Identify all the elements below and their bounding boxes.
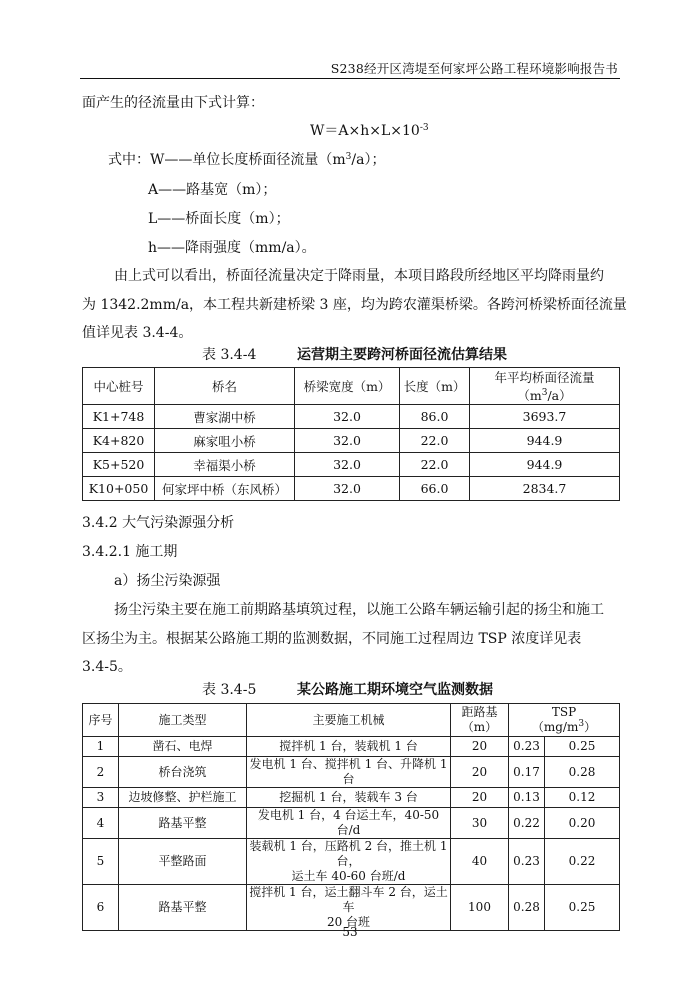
cell-machinery: 发电机 1 台、搅拌机 1 台、升降机 1 台 (247, 757, 451, 788)
cell-width: 32.0 (295, 453, 400, 477)
table-caption (202, 344, 507, 364)
cell-seq: 6 (83, 885, 119, 931)
cell-tsp1: 0.17 (509, 757, 545, 788)
table-number: 表 3.4-4 (202, 347, 257, 363)
cell-seq: 3 (83, 788, 119, 808)
table-row (83, 839, 620, 885)
cell-seq: 5 (83, 839, 119, 885)
header-sup: 3 (541, 388, 548, 398)
paragraph-line: 由上式可以看出，桥面径流量决定于降雨量，本项目路段所经地区平均降雨量约 (114, 268, 604, 284)
cell-runoff: 944.9 (470, 429, 620, 453)
cell-line: 搅拌机 1 台，运土翻斗车 2 台，运土车 (249, 885, 448, 914)
cell-runoff: 944.9 (470, 453, 620, 477)
cell-seq: 4 (83, 808, 119, 839)
page-header (80, 58, 620, 79)
paragraph-line: 为 1342.2mm/a，本工程共新建桥梁 3 座，均为跨农灌渠桥梁。各跨河桥梁桥面径流量 (82, 297, 627, 313)
cell-tsp2: 0.12 (545, 788, 620, 808)
cell-type: 平整路面 (119, 839, 247, 885)
cell-bridge-name: 何家坪中桥（东风桥） (155, 477, 295, 501)
paragraph-line: 值详见表 3.4-4。 (82, 325, 193, 341)
column-header-machinery: 主要施工机械 (247, 704, 451, 737)
table-row (83, 788, 620, 808)
cell-length: 22.0 (400, 453, 470, 477)
table-row (83, 429, 620, 453)
bridge-runoff-table (82, 367, 620, 501)
cell-seq: 2 (83, 757, 119, 788)
header-suffix: ） (584, 720, 597, 734)
cell-distance: 20 (451, 788, 509, 808)
report-title: S238经开区湾堤至何家坪公路工程环境影响报告书 (330, 61, 618, 76)
cell-machinery: 挖掘机 1 台，装载车 3 台 (247, 788, 451, 808)
cell-tsp2: 0.25 (545, 737, 620, 757)
cell-tsp1: 0.13 (509, 788, 545, 808)
cell-station: K10+050 (83, 477, 155, 501)
cell-width: 32.0 (295, 405, 400, 429)
cell-line: 运土车 40-60 台班/d (291, 869, 406, 883)
table-row (83, 885, 620, 931)
table-row (83, 453, 620, 477)
cell-bridge-name: 曹家湖中桥 (155, 405, 295, 429)
cell-type: 边坡修整、护栏施工 (119, 788, 247, 808)
formula-exponent: -3 (419, 123, 429, 133)
column-header: 长度（m） (400, 368, 470, 405)
table-header-row (83, 704, 620, 737)
intro-line: 面产生的径流量由下式计算： (82, 95, 264, 111)
where-sup: 3 (345, 152, 352, 162)
header-text: 年平均桥面径流量（m (494, 370, 595, 403)
cell-station: K5+520 (83, 453, 155, 477)
column-header-type: 施工类型 (119, 704, 247, 737)
cell-length: 66.0 (400, 477, 470, 501)
paragraph-line: 区扬尘为主。根据某公路施工期的监测数据，不同施工过程周边 TSP 浓度详见表 (82, 631, 582, 647)
cell-tsp2: 0.22 (545, 839, 620, 885)
cell-width: 32.0 (295, 477, 400, 501)
header-sup: 3 (578, 719, 585, 729)
subsection-heading: 3.4.2.1 施工期 (82, 544, 178, 560)
table-row (83, 477, 620, 501)
cell-tsp2: 0.20 (545, 808, 620, 839)
cell-machinery: 发电机 1 台，4 台运土车，40-50 台/d (247, 808, 451, 839)
formula-main: W＝A×h×L×10 (310, 123, 420, 139)
formula-var-h: h——降雨强度（mm/a）。 (148, 240, 316, 256)
where-text: 式中：W——单位长度桥面径流量（m (108, 152, 346, 168)
cell-seq: 1 (83, 737, 119, 757)
cell-runoff: 2834.7 (470, 477, 620, 501)
cell-distance: 100 (451, 885, 509, 931)
cell-station: K1+748 (83, 405, 155, 429)
cell-tsp1: 0.23 (509, 737, 545, 757)
formula-var-A: A——路基宽（m）； (148, 182, 277, 198)
table-number: 表 3.4-5 (202, 682, 257, 698)
tsp-monitoring-table (82, 703, 620, 931)
cell-line: 20 台班 (326, 915, 371, 929)
cell-length: 86.0 (400, 405, 470, 429)
cell-machinery (247, 885, 451, 931)
table-row (83, 808, 620, 839)
cell-type: 路基平整 (119, 885, 247, 931)
header-suffix: /a） (547, 388, 572, 403)
cell-tsp2: 0.25 (545, 885, 620, 931)
cell-distance: 30 (451, 808, 509, 839)
where-suffix: /a）； (351, 152, 386, 168)
cell-type: 凿石、电焊 (119, 737, 247, 757)
cell-machinery: 搅拌机 1 台，装载机 1 台 (247, 737, 451, 757)
cell-tsp1: 0.22 (509, 808, 545, 839)
cell-bridge-name: 幸福渠小桥 (155, 453, 295, 477)
column-header: 桥梁宽度（m） (295, 368, 400, 405)
table-row (83, 737, 620, 757)
cell-machinery (247, 839, 451, 885)
cell-distance: 20 (451, 737, 509, 757)
section-heading: 3.4.2 大气污染源强分析 (82, 515, 235, 531)
cell-tsp2: 0.28 (545, 757, 620, 788)
cell-width: 32.0 (295, 429, 400, 453)
formula-where-W (108, 152, 385, 168)
header-line: TSP (551, 705, 577, 719)
table-row (83, 757, 620, 788)
paragraph-line: 扬尘污染主要在施工前期路基填筑过程，以施工公路车辆运输引起的扬尘和施工 (114, 602, 604, 618)
cell-bridge-name: 麻家咀小桥 (155, 429, 295, 453)
header-text: （mg/m (531, 720, 579, 734)
cell-station: K4+820 (83, 429, 155, 453)
column-header-seq: 序号 (83, 704, 119, 737)
column-header: 中心桩号 (83, 368, 155, 405)
cell-tsp1: 0.28 (509, 885, 545, 931)
table-caption (202, 679, 493, 699)
column-header (470, 368, 620, 405)
cell-tsp1: 0.23 (509, 839, 545, 885)
cell-type: 桥台浇筑 (119, 757, 247, 788)
cell-line: 装载机 1 台，压路机 2 台，推土机 1 台， (249, 839, 448, 868)
column-header: 桥名 (155, 368, 295, 405)
paragraph-line: 3.4-5。 (82, 659, 132, 675)
cell-type: 路基平整 (119, 808, 247, 839)
item-heading: a）扬尘污染源强 (114, 573, 221, 589)
cell-distance: 40 (451, 839, 509, 885)
cell-length: 22.0 (400, 429, 470, 453)
column-header-distance (451, 704, 509, 737)
cell-distance: 20 (451, 757, 509, 788)
formula-var-L: L——桥面长度（m）； (148, 211, 290, 227)
page-number: 53 (342, 925, 358, 939)
table-row (83, 405, 620, 429)
header-line (509, 720, 619, 735)
header-line: 距路基 (461, 705, 498, 719)
table-title: 某公路施工期环境空气监测数据 (297, 682, 493, 698)
column-header-tsp (509, 704, 620, 737)
formula (310, 123, 429, 139)
table-header-row (83, 368, 620, 405)
table-title: 运营期主要跨河桥面径流估算结果 (297, 347, 507, 363)
cell-runoff: 3693.7 (470, 405, 620, 429)
header-line: （m） (461, 720, 498, 734)
